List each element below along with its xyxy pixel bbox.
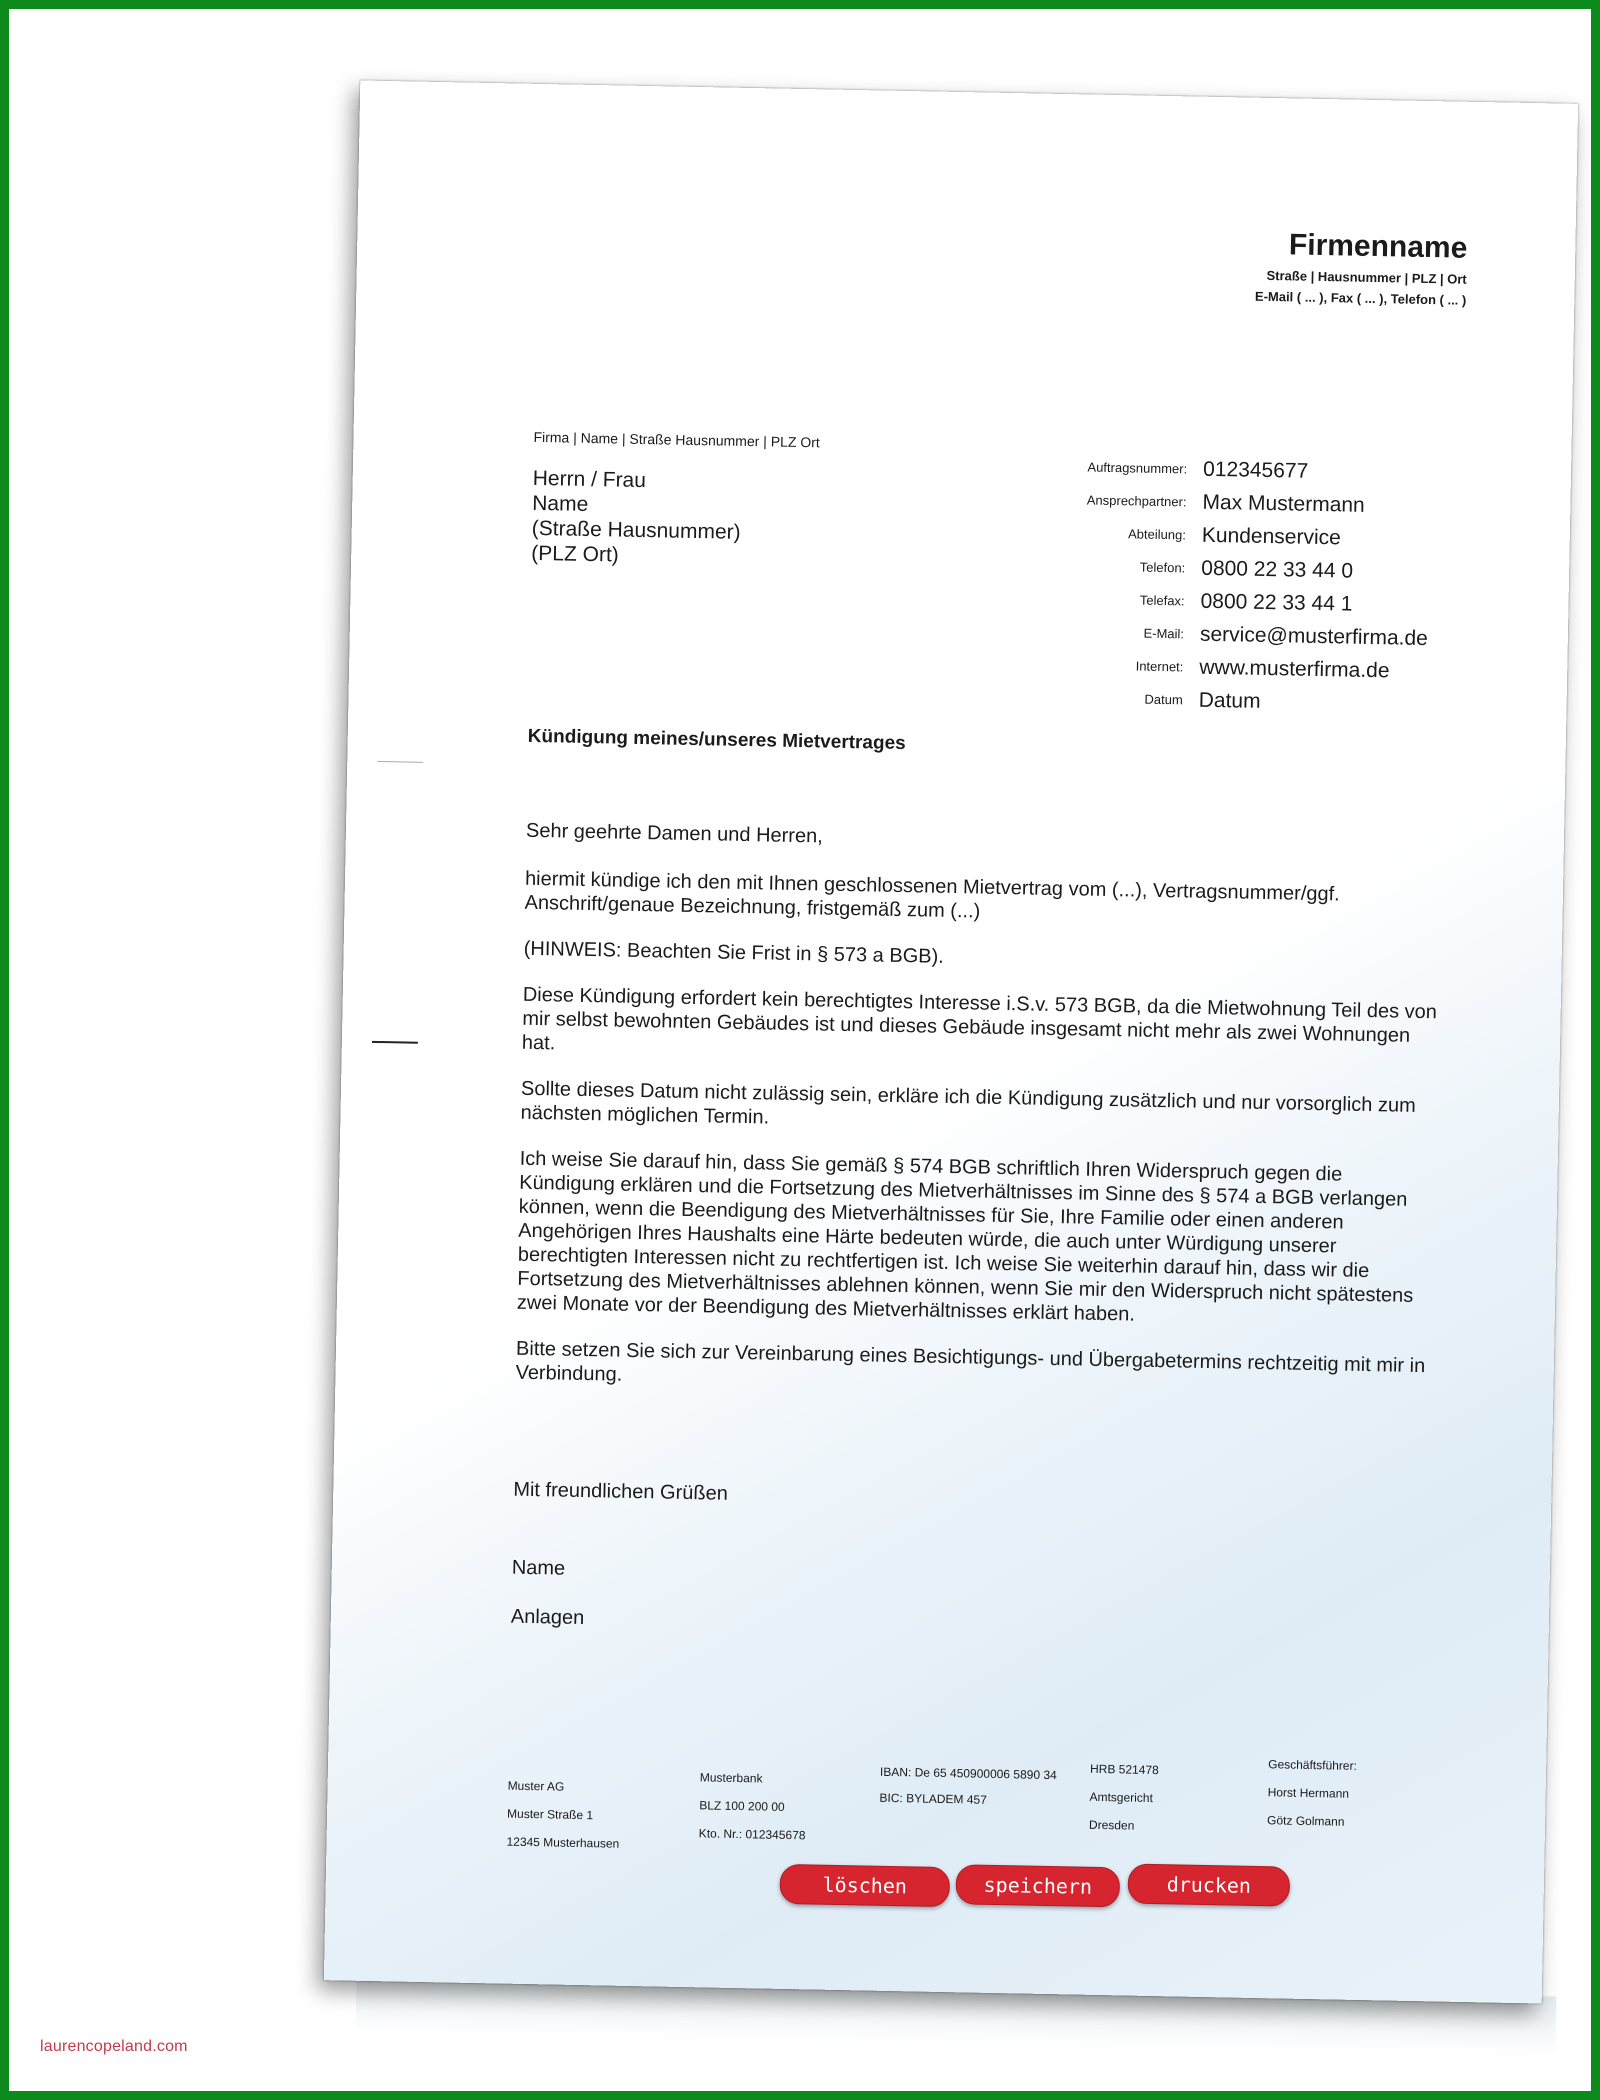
footer-text: Horst Hermann <box>1267 1785 1350 1801</box>
footer-text: Geschäftsführer: <box>1268 1757 1358 1773</box>
info-value: 0800 22 33 44 1 <box>1200 589 1353 616</box>
info-label: Ansprechpartner: <box>1086 492 1187 510</box>
info-label: Internet: <box>1135 658 1184 675</box>
document-page <box>324 80 1578 2003</box>
paragraph: Diese Kündigung erfordert kein berechtigtes Interesse i.S.v. 573 BGB, da die Mietwohnung Teil des von mir selbst bewohnten Gebäudes ist und dieses Gebäude insgesamt nicht mehr als zwei Wohnungen hat. <box>521 983 1438 1055</box>
footer-register <box>1089 1755 1159 1840</box>
footer-text: Amtsgericht <box>1089 1789 1154 1806</box>
paragraph: Ich weise Sie darauf hin, dass Sie gemäß § 574 BGB schriftlich Ihren Widerspruch gegen die Kündigung erklären und die Fortsetzung des Mietverhältnisses im Sinne des § 574 a BGB verlangen können, wenn die Beendigung des Mietverhältnisses für Sie, Ihre Familie oder einen anderen Angehörigen Ihres Haushalts eine Härte bedeuten würde, die auch unter Würdigung unserer berechtigten Interessen nicht zu rechtfertigen ist. Ich weise Sie weiterhin darauf hin, dass wir die Fortsetzung des Mietverhältnisses ablehnen können, wenn Sie mir den Widerspruch nicht spätestens zwei Monate vor der Beendigung des Mietverhältnisses erklärt haben. <box>516 1147 1414 1326</box>
signature-name: Name <box>511 1556 566 1580</box>
paragraph: Sollte dieses Datum nicht zulässig sein, erkläre ich die Kündigung zusätzlich und nur vorsorglich zum nächsten möglichen Termin. <box>520 1077 1416 1129</box>
recipient-city: (PLZ Ort) <box>531 541 620 567</box>
footer-text: Muster Straße 1 <box>506 1806 594 1823</box>
info-value: 0800 22 33 44 0 <box>1201 556 1354 583</box>
footer-text: IBAN: De 65 450900006 5890 34 <box>879 1764 1057 1783</box>
paragraph: (HINWEIS: Beachten Sie Frist in § 573 a BGB). <box>523 937 945 968</box>
watermark-text: laurencopeland.com <box>40 2038 188 2055</box>
letter-body <box>515 819 1446 1425</box>
recipient-name: Name <box>532 491 589 516</box>
footer-company <box>506 1772 620 1858</box>
company-contact: E-Mail ( ... ), Fax ( ... ), Telefon ( ... ) <box>1254 288 1467 308</box>
save-button[interactable]: speichern <box>955 1864 1120 1907</box>
letter-subject: Kündigung meines/unseres Mietvertrages <box>527 725 906 755</box>
paragraph: hiermit kündige ich den mit Ihnen geschlossenen Mietvertrag vom (...), Vertragsnummer/ggf. Anschrift/genaue Bezeichnung, fristgemäß zum (...) <box>524 867 1340 923</box>
print-button[interactable]: drucken <box>1127 1864 1290 1907</box>
info-value: service@musterfirma.de <box>1199 622 1429 650</box>
footer-text: Kto. Nr.: 012345678 <box>698 1826 806 1843</box>
info-label: Abteilung: <box>1127 526 1187 543</box>
sender-line: Firma | Name | Straße Hausnummer | PLZ Ort <box>533 428 820 451</box>
footer-text: 12345 Musterhausen <box>506 1834 620 1851</box>
footer-text: HRB 521478 <box>1089 1761 1159 1778</box>
info-value: Max Mustermann <box>1202 490 1365 517</box>
info-label: E-Mail: <box>1143 625 1185 642</box>
info-label: Datum <box>1144 691 1183 708</box>
footer-text: Dresden <box>1088 1817 1135 1833</box>
delete-button[interactable]: löschen <box>779 1864 950 1907</box>
company-address: Straße | Hausnummer | PLZ | Ort <box>1266 267 1467 287</box>
footer-text: Muster AG <box>507 1778 565 1794</box>
footer-iban <box>879 1759 1057 1814</box>
recipient-address <box>531 466 742 570</box>
footer-text: Götz Golmann <box>1266 1813 1345 1829</box>
info-label: Auftragsnummer: <box>1087 459 1188 477</box>
footer-text: Musterbank <box>699 1770 763 1786</box>
closing: Mit freundlichen Grüßen <box>513 1478 729 1505</box>
info-label: Telefon: <box>1139 559 1186 576</box>
company-header <box>1255 228 1468 308</box>
fold-mark <box>377 761 423 763</box>
info-value: Datum <box>1198 688 1261 713</box>
info-row <box>1083 681 1427 721</box>
footer-text: BIC: BYLADEM 457 <box>879 1790 987 1807</box>
info-block <box>1083 451 1432 722</box>
footer-text: BLZ 100 200 00 <box>699 1798 785 1814</box>
footer-management <box>1267 1750 1357 1836</box>
recipient-salutation: Herrn / Frau <box>532 466 647 493</box>
footer-bank <box>698 1763 806 1849</box>
attachments: Anlagen <box>510 1605 585 1630</box>
info-label: Telefax: <box>1139 592 1185 609</box>
paragraph: Bitte setzen Sie sich zur Vereinbarung eines Besichtigungs- und Übergabetermins rechtzeitig mit mir in Verbindung. <box>515 1337 1426 1386</box>
company-name: Firmenname <box>1288 228 1468 265</box>
recipient-street: (Straße Hausnummer) <box>531 516 741 544</box>
info-value: www.musterfirma.de <box>1199 655 1390 682</box>
punch-mark <box>372 1041 418 1044</box>
info-value: 012345677 <box>1202 457 1309 483</box>
info-value: Kundenservice <box>1201 523 1342 549</box>
salutation: Sehr geehrte Damen und Herren, <box>525 819 823 848</box>
